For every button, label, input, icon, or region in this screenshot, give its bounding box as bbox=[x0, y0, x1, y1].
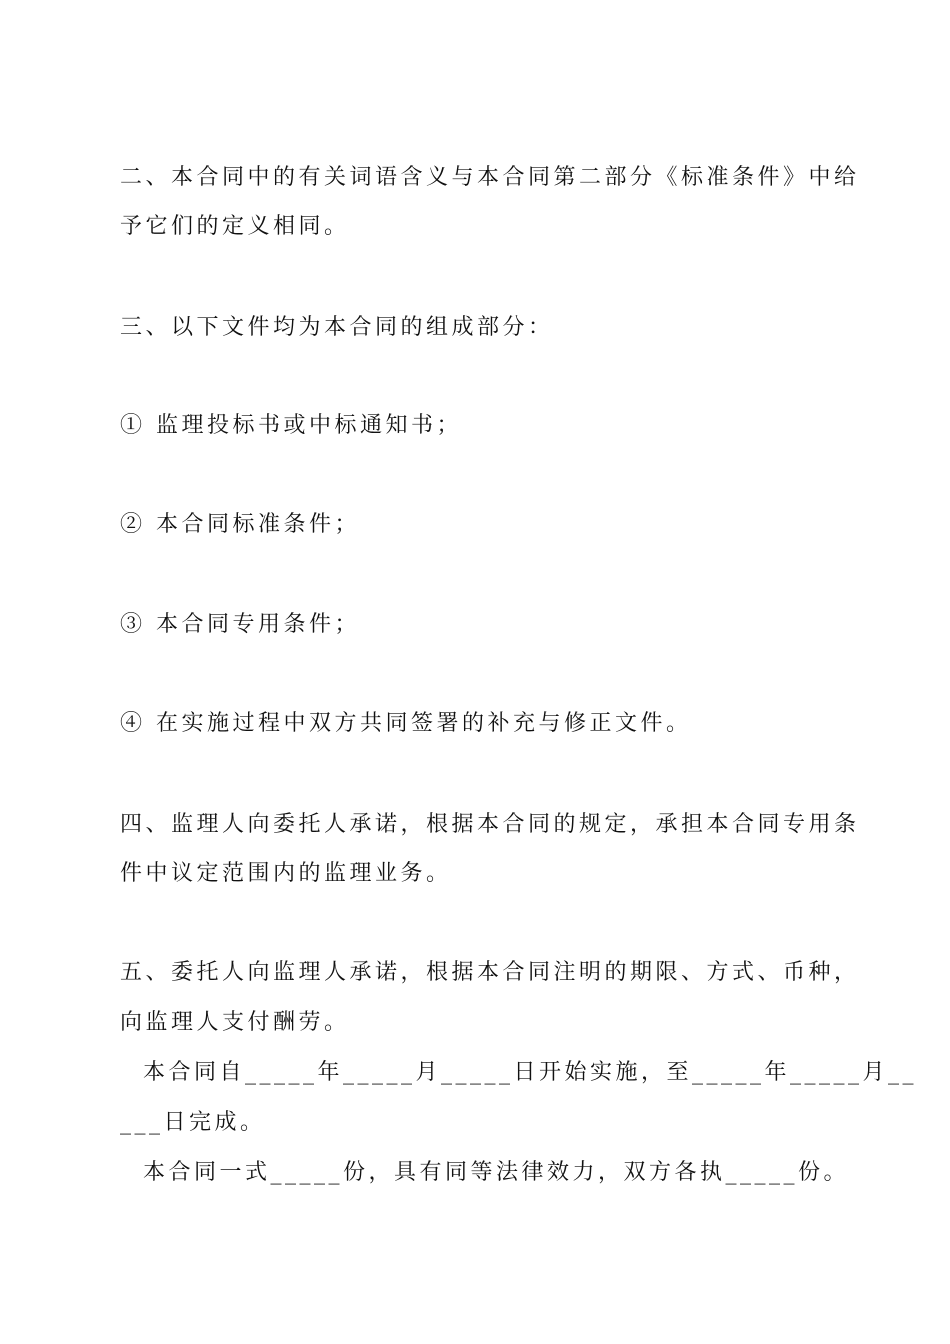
document-item-3: ③ 本合同专用条件； bbox=[120, 612, 360, 637]
clause-3-heading: 三、以下文件均为本合同的组成部分： bbox=[120, 315, 554, 340]
clause-4-line-1: 四、监理人向委托人承诺，根据本合同的规定，承担本合同专用条 bbox=[120, 812, 860, 837]
clause-4-line-2: 件中议定范围内的监理业务。 bbox=[120, 861, 452, 886]
clause-2-line-1: 二、本合同中的有关词语含义与本合同第二部分《标准条件》中给 bbox=[120, 165, 860, 190]
copies-line: 本合同一式_____份，具有同等法律效力，双方各执_____份。 bbox=[143, 1160, 850, 1185]
document-item-2: ② 本合同标准条件； bbox=[120, 512, 360, 537]
clause-5-line-1: 五、委托人向监理人承诺，根据本合同注明的期限、方式、币种， bbox=[120, 960, 860, 985]
document-item-1: ① 监理投标书或中标通知书； bbox=[120, 413, 462, 438]
term-line-1: 本合同自_____年_____月_____日开始实施，至_____年_____月__ bbox=[143, 1060, 918, 1085]
term-line-2: ___日完成。 bbox=[120, 1110, 266, 1135]
document-item-4: ④ 在实施过程中双方共同签署的补充与修正文件。 bbox=[120, 711, 692, 736]
clause-2-line-2: 予它们的定义相同。 bbox=[120, 214, 350, 239]
clause-5-line-2: 向监理人支付酬劳。 bbox=[120, 1010, 350, 1035]
